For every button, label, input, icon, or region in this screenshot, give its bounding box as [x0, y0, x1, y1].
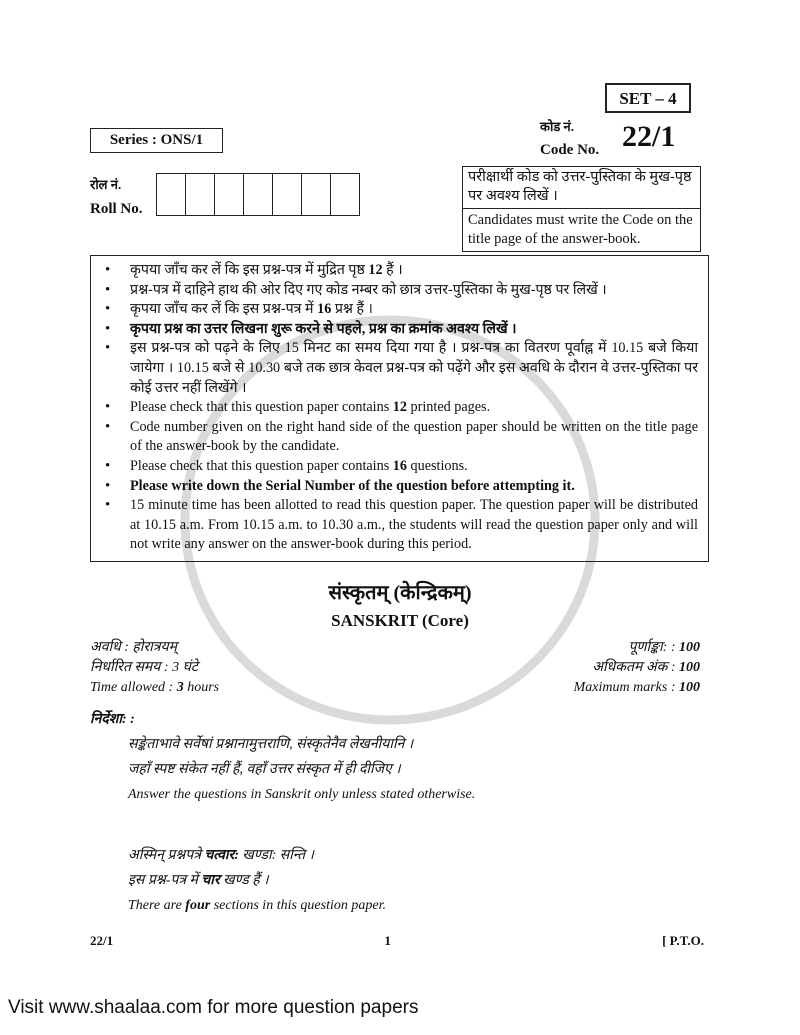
- instruction-item: [105, 300, 698, 320]
- direction-line: जहाँ स्पष्ट संकेत नहीं हैं, वहाँ उत्तर संस्कृत में ही दीजिए ।: [128, 761, 401, 777]
- instruction-text: 12: [392, 399, 407, 416]
- text: इस प्रश्न-पत्र में: [128, 872, 202, 888]
- text: चार: [201, 872, 220, 888]
- instruction-text: कृपया जाँच कर लें कि इस प्रश्न-पत्र में मुद्रित पृष्ठ: [130, 262, 369, 278]
- general-instructions-box: [90, 255, 709, 562]
- page-body: [8, 255, 710, 1030]
- label: पूर्णाङ्का: :: [628, 639, 679, 655]
- duration-sanskrit: अवधि : होरात्रयम्: [90, 639, 178, 655]
- instruction-item: [105, 477, 698, 497]
- code-label-hindi: कोड नं.: [540, 119, 575, 134]
- text: four: [185, 897, 211, 913]
- code-number: 22/1: [622, 120, 676, 153]
- instruction-text: हैं ।: [382, 262, 403, 278]
- instruction-item: [105, 398, 698, 418]
- direction-line: Answer the questions in Sanskrit only unless stated otherwise.: [128, 786, 476, 802]
- label: Maximum marks :: [573, 679, 679, 695]
- code-note-hindi: परीक्षार्थी कोड को उत्तर-पुस्तिका के मुख-पृष्ठ पर अवश्य लिखें ।: [463, 168, 700, 209]
- text: sections in this question paper.: [210, 897, 386, 913]
- series-label: Series : ONS/1: [90, 128, 223, 153]
- pto-label: [ P.T.O.: [662, 932, 704, 948]
- set-number: SET – 4: [605, 83, 691, 113]
- code-note-english: Candidates must write the Code on the title page of the answer-book.: [468, 212, 693, 247]
- instruction-text: Code number given on the right hand side of the question paper should be written on the title page of the answer-book by the candidate.: [130, 418, 698, 455]
- roll-box: [214, 173, 244, 216]
- direction-line: [128, 896, 710, 916]
- roll-label: Roll No.: [90, 201, 143, 217]
- instruction-item: [105, 457, 698, 477]
- directions-heading: निर्देशा: :: [90, 711, 135, 727]
- value: 100: [679, 679, 700, 695]
- direction-line: सङ्केताभावे सर्वेषां प्रश्नानामुत्तराणि, संस्कृतेनैव लेखनीयानि ।: [128, 736, 414, 752]
- direction-line: [128, 846, 710, 866]
- label: अधिकतम अंक :: [592, 659, 679, 675]
- duration-english: [90, 678, 219, 698]
- instruction-text: 12: [368, 262, 383, 278]
- instruction-text: प्रश्न हैं ।: [331, 301, 373, 318]
- instruction-item: [105, 320, 698, 340]
- roll-box: [156, 173, 186, 216]
- value: 100: [679, 639, 700, 655]
- text: चत्वार:: [204, 847, 239, 863]
- label: Time allowed :: [90, 679, 177, 695]
- value: 100: [679, 659, 700, 675]
- roll-label-hindi: रोल नं.: [90, 177, 122, 192]
- text: खण्ड हैं ।: [219, 872, 269, 888]
- roll-box: [330, 173, 360, 216]
- value: 3: [176, 679, 184, 695]
- page-footer: [90, 932, 704, 950]
- instruction-item: [105, 261, 698, 281]
- marks-english: [574, 678, 700, 698]
- instruction-text: 16: [392, 457, 407, 474]
- instruction-text: प्रश्न-पत्र में दाहिने हाथ की ओर दिए गए कोड नम्बर को छात्र उत्तर-पुस्तिका के मुख-पृष्ठ पर लिखें ।: [130, 281, 607, 298]
- direction-line: [128, 871, 710, 891]
- subject-title: SANSKRIT (Core): [331, 610, 469, 630]
- instruction-text: Please check that this question paper contains: [130, 399, 393, 416]
- label: hours: [183, 679, 220, 695]
- instruction-text: questions.: [406, 457, 468, 474]
- roll-box: [243, 173, 273, 216]
- exam-info: [90, 638, 700, 698]
- roll-box: [185, 173, 215, 216]
- duration-hindi: निर्धारित समय : 3 घंटे: [90, 659, 198, 675]
- instruction-text: Please write down the Serial Number of the question before attempting it.: [130, 477, 575, 494]
- time-info: [90, 638, 219, 698]
- marks-info: [574, 638, 700, 698]
- instruction-text: 16: [317, 301, 332, 318]
- instruction-item: [105, 496, 698, 555]
- text: There are: [128, 897, 186, 913]
- instruction-text: 15 minute time has been allotted to read this question paper. The question paper will be distributed at 10.15 a.m. From 10.15 a.m. to 10.30 a.m., the students will read the question paper only and will not write any answer on the answer-book during this period.: [130, 497, 698, 553]
- marks-hindi: [574, 658, 700, 678]
- code-note-box: [462, 166, 701, 252]
- roll-box: [301, 173, 331, 216]
- roll-number-boxes: [157, 173, 360, 216]
- text: खण्डा: सन्ति ।: [238, 847, 314, 863]
- instruction-item: [105, 339, 698, 398]
- text: अस्मिन् प्रश्नपत्रे: [128, 847, 205, 863]
- subject-title-hindi: संस्कृतम् (केन्द्रिकम्): [328, 581, 472, 604]
- instruction-item: [105, 281, 698, 301]
- instruction-text: printed pages.: [406, 399, 491, 416]
- instruction-text: कृपया प्रश्न का उत्तर लिखना शुरू करने से पहले, प्रश्न का क्रमांक अवश्य लिखें ।: [130, 320, 517, 337]
- page-number: 1: [384, 932, 391, 948]
- instruction-text: Please check that this question paper contains: [130, 457, 393, 474]
- marks-sanskrit: [574, 638, 700, 658]
- instruction-item: [105, 418, 698, 457]
- footer-code: 22/1: [90, 932, 114, 948]
- code-label: Code No.: [540, 142, 600, 158]
- instruction-text: इस प्रश्न-पत्र को पढ़ने के लिए 15 मिनट का समय दिया गया है । प्रश्न-पत्र का वितरण पूर्वाह्न में 10.15 बजे किया जायेगा । 10.15 बजे से 10.30 बजे तक छात्र केवल प्रश्न-पत्र को पढ़ेंगे और इस अवधि के दौरान वे उत्तर-पुस्तिका पर कोई उत्तर नहीं लिखेंगे ।: [130, 340, 698, 396]
- roll-box: [272, 173, 302, 216]
- instruction-text: कृपया जाँच कर लें कि इस प्रश्न-पत्र में: [130, 301, 318, 318]
- visit-link[interactable]: Visit www.shaalaa.com for more question papers: [8, 996, 419, 1018]
